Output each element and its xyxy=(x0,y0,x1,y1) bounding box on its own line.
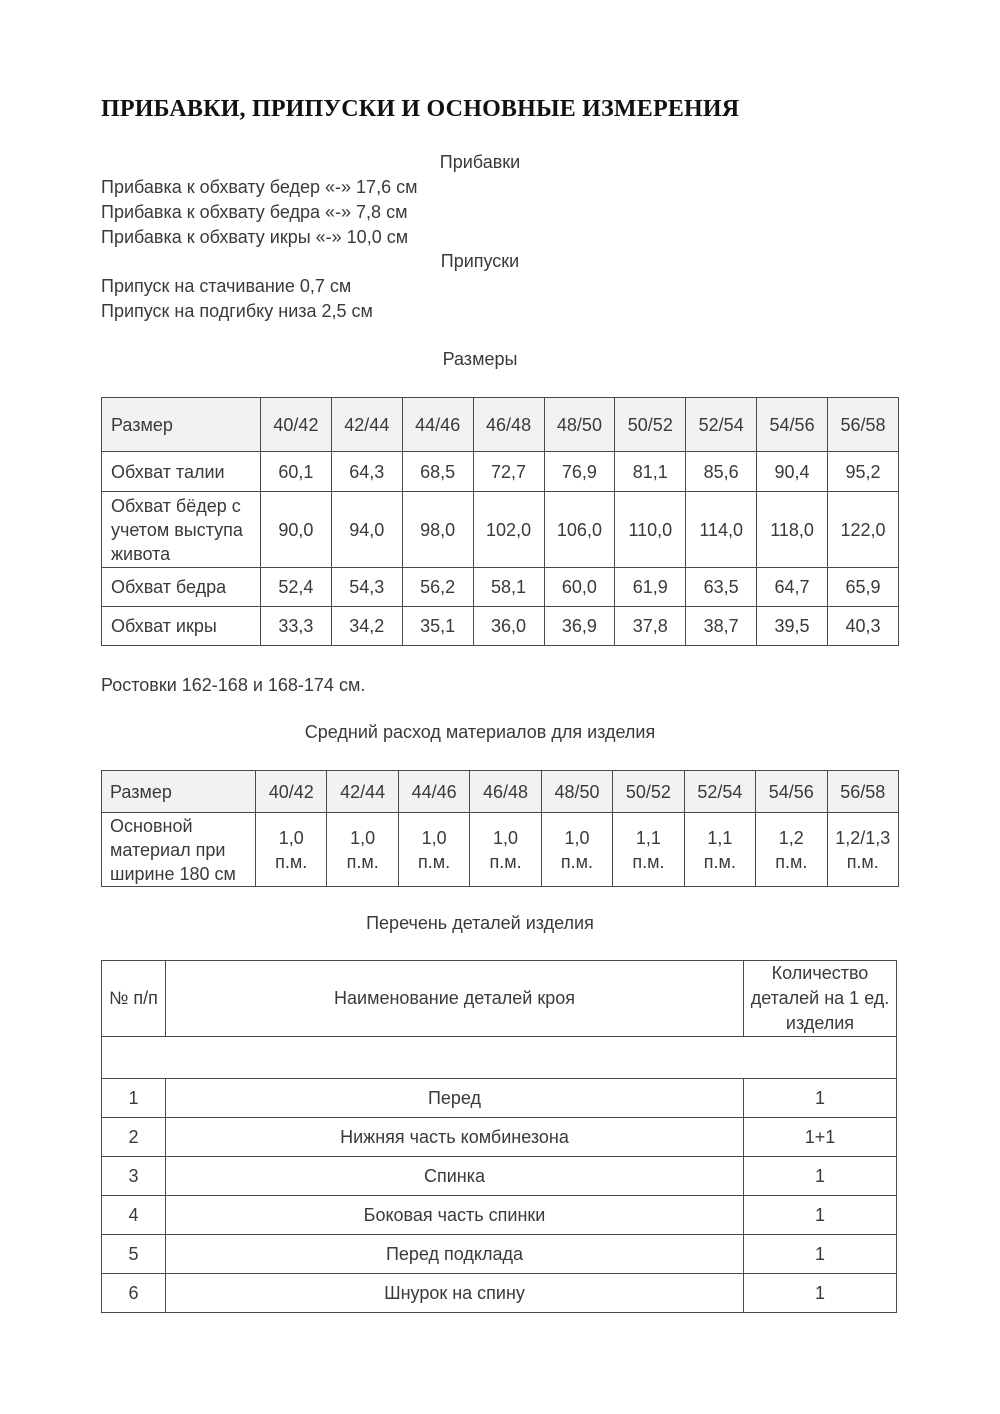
table-cell: 58,1 xyxy=(473,568,544,607)
table-row xyxy=(102,1235,897,1274)
table-cell: 68,5 xyxy=(402,452,473,492)
size-column-header: 44/46 xyxy=(398,771,469,813)
table-cell: 122,0 xyxy=(828,492,899,568)
table-cell: 72,7 xyxy=(473,452,544,492)
unit-label: п.м. xyxy=(275,851,308,872)
empty-row xyxy=(102,1037,897,1079)
table-row xyxy=(102,492,899,568)
size-column-header: 46/48 xyxy=(473,398,544,452)
part-number: 2 xyxy=(102,1118,166,1157)
table-cell xyxy=(327,813,398,887)
table-cell: 94,0 xyxy=(331,492,402,568)
table-cell xyxy=(684,813,755,887)
unit-label: п.м. xyxy=(346,851,379,872)
size-column-header: 40/42 xyxy=(261,398,332,452)
table-row xyxy=(102,1196,897,1235)
table-cell: 64,7 xyxy=(757,568,828,607)
size-column-header: 54/56 xyxy=(756,771,827,813)
table-cell: 98,0 xyxy=(402,492,473,568)
allowance-line: Прибавка к обхвату бедра «-» 7,8 см xyxy=(101,202,408,222)
size-column-header: 42/44 xyxy=(331,398,402,452)
part-qty: 1+1 xyxy=(744,1118,897,1157)
table-row xyxy=(102,813,899,887)
allowance-line: Прибавка к обхвату икры «-» 10,0 см xyxy=(101,227,409,247)
parts-table xyxy=(101,960,897,1313)
part-name: Перед xyxy=(166,1079,744,1118)
material-label: Основной материал при ширине 180 см xyxy=(102,813,256,887)
size-column-header: 42/44 xyxy=(327,771,398,813)
seam-allowance-line: Припуск на подгибку низа 2,5 см xyxy=(101,301,373,321)
table-cell: 61,9 xyxy=(615,568,686,607)
part-number: 4 xyxy=(102,1196,166,1235)
measurement-label: Обхват икры xyxy=(102,607,261,646)
part-name: Перед подклада xyxy=(166,1235,744,1274)
sizes-table xyxy=(101,397,899,646)
table-cell: 90,4 xyxy=(757,452,828,492)
material-table xyxy=(101,770,899,887)
table-cell: 64,3 xyxy=(331,452,402,492)
table-cell: 60,0 xyxy=(544,568,615,607)
table-cell: 106,0 xyxy=(544,492,615,568)
material-value: 1,0 xyxy=(278,827,304,848)
part-name: Спинка xyxy=(166,1157,744,1196)
table-row xyxy=(102,1157,897,1196)
size-column-header: 52/54 xyxy=(686,398,757,452)
table-header-row xyxy=(102,398,899,452)
table-cell: 63,5 xyxy=(686,568,757,607)
table-cell: 60,1 xyxy=(261,452,332,492)
table-cell xyxy=(541,813,612,887)
table-cell: 39,5 xyxy=(757,607,828,646)
table-row xyxy=(102,1118,897,1157)
table-cell: 102,0 xyxy=(473,492,544,568)
qty-column-header: Количество деталей на 1 ед. изделия xyxy=(744,961,897,1037)
material-value: 1,2 xyxy=(778,827,804,848)
heights-note: Ростовки 162-168 и 168-174 см. xyxy=(101,675,366,695)
part-number: 1 xyxy=(102,1079,166,1118)
size-column-header: 48/50 xyxy=(541,771,612,813)
measurement-label: Обхват бедра xyxy=(102,568,261,607)
sizes-heading: Размеры xyxy=(442,349,518,369)
part-qty: 1 xyxy=(744,1196,897,1235)
size-header-label: Размер xyxy=(102,771,256,813)
table-cell: 37,8 xyxy=(615,607,686,646)
table-row xyxy=(102,452,899,492)
measurement-label: Обхват бёдер с учетом выступа живота xyxy=(102,492,261,568)
measurement-label: Обхват талии xyxy=(102,452,261,492)
unit-label: п.м. xyxy=(846,851,879,872)
table-row xyxy=(102,1079,897,1118)
unit-label: п.м. xyxy=(703,851,736,872)
table-cell: 52,4 xyxy=(261,568,332,607)
size-column-header: 48/50 xyxy=(544,398,615,452)
material-value: 1,0 xyxy=(350,827,376,848)
part-qty: 1 xyxy=(744,1157,897,1196)
material-value: 1,0 xyxy=(564,827,590,848)
material-value: 1,2/1,3 xyxy=(835,827,891,848)
part-number: 5 xyxy=(102,1235,166,1274)
size-column-header: 50/52 xyxy=(613,771,684,813)
table-cell: 76,9 xyxy=(544,452,615,492)
table-cell xyxy=(256,813,327,887)
parts-heading: Перечень деталей изделия xyxy=(366,913,594,933)
table-cell: 114,0 xyxy=(686,492,757,568)
part-name: Шнурок на спину xyxy=(166,1274,744,1313)
table-cell: 118,0 xyxy=(757,492,828,568)
table-cell: 38,7 xyxy=(686,607,757,646)
material-value: 1,0 xyxy=(421,827,447,848)
unit-label: п.м. xyxy=(418,851,451,872)
page-title: ПРИБАВКИ, ПРИПУСКИ И ОСНОВНЫЕ ИЗМЕРЕНИЯ xyxy=(101,96,740,122)
table-row xyxy=(102,607,899,646)
table-cell: 65,9 xyxy=(828,568,899,607)
size-column-header: 50/52 xyxy=(615,398,686,452)
table-header-row xyxy=(102,961,897,1037)
part-qty: 1 xyxy=(744,1235,897,1274)
size-column-header: 56/58 xyxy=(827,771,899,813)
allowances-heading: Прибавки xyxy=(439,152,521,172)
seam-allowances-heading: Припуски xyxy=(440,251,520,271)
table-cell: 40,3 xyxy=(828,607,899,646)
table-cell: 35,1 xyxy=(402,607,473,646)
table-cell: 36,9 xyxy=(544,607,615,646)
table-cell: 33,3 xyxy=(261,607,332,646)
table-row xyxy=(102,568,899,607)
table-row xyxy=(102,1274,897,1313)
size-header-label: Размер xyxy=(102,398,261,452)
material-heading: Средний расход материалов для изделия xyxy=(304,722,656,742)
table-cell xyxy=(827,813,899,887)
part-name: Боковая часть спинки xyxy=(166,1196,744,1235)
unit-label: п.м. xyxy=(632,851,665,872)
table-header-row xyxy=(102,771,899,813)
material-value: 1,1 xyxy=(707,827,733,848)
table-cell: 110,0 xyxy=(615,492,686,568)
part-number: 3 xyxy=(102,1157,166,1196)
material-value: 1,1 xyxy=(635,827,661,848)
table-cell: 90,0 xyxy=(261,492,332,568)
size-column-header: 40/42 xyxy=(256,771,327,813)
table-cell xyxy=(756,813,827,887)
seam-allowance-line: Припуск на стачивание 0,7 см xyxy=(101,276,352,296)
table-cell: 85,6 xyxy=(686,452,757,492)
table-cell: 36,0 xyxy=(473,607,544,646)
size-column-header: 44/46 xyxy=(402,398,473,452)
part-number: 6 xyxy=(102,1274,166,1313)
part-qty: 1 xyxy=(744,1079,897,1118)
unit-label: п.м. xyxy=(489,851,522,872)
size-column-header: 52/54 xyxy=(684,771,755,813)
part-name: Нижняя часть комбинезона xyxy=(166,1118,744,1157)
table-cell: 81,1 xyxy=(615,452,686,492)
num-column-header: № п/п xyxy=(102,961,166,1037)
table-cell: 34,2 xyxy=(331,607,402,646)
table-cell xyxy=(613,813,684,887)
allowance-line: Прибавка к обхвату бедер «-» 17,6 см xyxy=(101,177,418,197)
table-cell xyxy=(398,813,469,887)
table-cell: 54,3 xyxy=(331,568,402,607)
table-cell: 56,2 xyxy=(402,568,473,607)
size-column-header: 56/58 xyxy=(828,398,899,452)
unit-label: п.м. xyxy=(775,851,808,872)
material-value: 1,0 xyxy=(493,827,519,848)
empty-cell xyxy=(102,1037,897,1079)
part-qty: 1 xyxy=(744,1274,897,1313)
unit-label: п.м. xyxy=(560,851,594,872)
size-column-header: 54/56 xyxy=(757,398,828,452)
size-column-header: 46/48 xyxy=(470,771,541,813)
table-cell xyxy=(470,813,541,887)
name-column-header: Наименование деталей кроя xyxy=(166,961,744,1037)
table-cell: 95,2 xyxy=(828,452,899,492)
